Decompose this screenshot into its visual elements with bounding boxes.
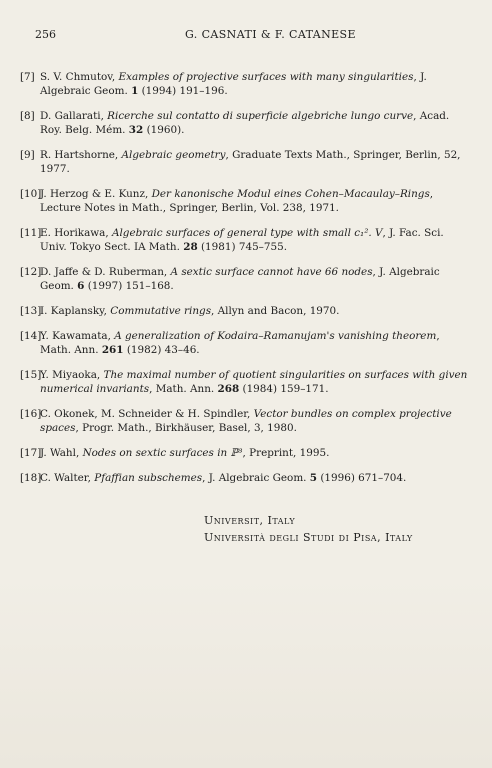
reference-segment: , Math. Ann.: [149, 383, 218, 395]
reference-segment: (1994) 191–196.: [138, 85, 228, 97]
reference-segment: , Progr. Math., Birkhäuser, Basel, 3, 1980.: [75, 422, 297, 434]
reference-volume: 268: [217, 383, 240, 395]
reference-item: [20, 407, 472, 435]
reference-title: Examples of projective surfaces with many singularities: [118, 71, 414, 83]
reference-number: [15]: [20, 369, 42, 381]
reference-number: [18]: [20, 472, 42, 484]
reference-number: [9]: [20, 149, 35, 161]
reference-number: [16]: [20, 408, 42, 420]
reference-number: [12]: [20, 266, 42, 278]
show-through-area: [0, 575, 492, 768]
reference-title: Algebraic surfaces of general type with small c₁². V: [111, 227, 383, 239]
reference-segment: (1984) 159–171.: [239, 383, 329, 395]
reference-title: Pfaffian subschemes: [94, 472, 203, 484]
reference-item: [20, 187, 472, 215]
page-header: [35, 28, 464, 44]
reference-volume: 32: [128, 124, 144, 136]
reference-segment: D. Gallarati,: [40, 110, 108, 122]
reference-segment: , Graduate Texts Math., Springer, Berlin, 52, 1977.: [40, 149, 461, 175]
reference-number: [14]: [20, 330, 42, 342]
reference-segment: Y. Miyaoka,: [40, 369, 104, 381]
reference-segment: , Allyn and Bacon, 1970.: [211, 305, 340, 317]
reference-text: [40, 446, 472, 460]
reference-text: [40, 226, 472, 254]
reference-item: [20, 329, 472, 357]
reference-item: [20, 304, 472, 318]
reference-item: [20, 265, 472, 293]
reference-segment: E. Horikawa,: [40, 227, 112, 239]
reference-segment: , Lecture Notes in Math., Springer, Berlin, Vol. 238, 1971.: [40, 188, 434, 214]
reference-segment: Y. Kawamata,: [40, 330, 115, 342]
reference-item: [20, 148, 472, 176]
reference-item: [20, 109, 472, 137]
reference-title: Der kanonische Modul eines Cohen–Macaulay–Rings: [151, 188, 430, 200]
page-number: 256: [35, 28, 56, 41]
reference-item: [20, 471, 472, 485]
reference-segment: , J. Algebraic Geom.: [40, 71, 427, 97]
reference-segment: (1997) 151–168.: [84, 280, 174, 292]
reference-text: [40, 329, 472, 357]
reference-title: Ricerche sul contatto di superficie algebriche lungo curve: [107, 110, 414, 122]
reference-segment: , J. Fac. Sci. Univ. Tokyo Sect. IA Math.: [40, 227, 444, 253]
reference-segment: , J. Algebraic Geom.: [40, 266, 440, 292]
reference-text: [40, 471, 472, 485]
reference-segment: , Preprint, 1995.: [242, 447, 330, 459]
reference-segment: R. Hartshorne,: [40, 149, 122, 161]
reference-segment: I. Kaplansky,: [40, 305, 111, 317]
reference-title: Nodes on sextic surfaces in ℙ³: [82, 447, 243, 459]
reference-volume: 261: [101, 344, 124, 356]
reference-segment: J. Wahl,: [40, 447, 83, 459]
reference-volume: 5: [309, 472, 318, 484]
reference-volume: 6: [77, 280, 85, 292]
reference-segment: D. Jaffe & D. Ruberman,: [40, 266, 171, 278]
reference-text: [40, 187, 472, 215]
reference-segment: , Acad. Roy. Belg. Mém.: [40, 110, 450, 136]
reference-title: Algebraic geometry: [121, 149, 226, 161]
reference-title: A sextic surface cannot have 66 nodes: [170, 266, 373, 278]
reference-number: [13]: [20, 305, 42, 317]
reference-title: Commutative rings: [110, 305, 212, 317]
reference-text: [40, 148, 472, 176]
reference-title: A generalization of Kodaira–Ramanujam's vanishing theorem: [114, 330, 437, 342]
reference-list: [20, 70, 472, 496]
author-address: [204, 512, 472, 546]
reference-number: [17]: [20, 447, 42, 459]
reference-item: [20, 368, 472, 396]
reference-segment: (1981) 745–755.: [197, 241, 288, 253]
reference-item: [20, 446, 472, 460]
reference-text: [40, 407, 472, 435]
reference-text: [40, 304, 472, 318]
reference-segment: , J. Algebraic Geom.: [202, 472, 310, 484]
address-line-1: Universit, Italy: [204, 514, 296, 527]
reference-volume: 1: [131, 85, 139, 97]
reference-number: [7]: [20, 71, 35, 83]
reference-segment: S. V. Chmutov,: [40, 71, 119, 83]
reference-segment: C. Walter,: [40, 472, 95, 484]
reference-title: Vector bundles on complex projective spaces: [40, 408, 452, 434]
reference-segment: J. Herzog & E. Kunz,: [40, 188, 152, 200]
address-line-2: Università degli Studi di Pisa, Italy: [204, 531, 413, 544]
running-head: G. CASNATI & F. CATANESE: [185, 28, 356, 41]
reference-text: [40, 368, 472, 396]
reference-number: [11]: [20, 227, 42, 239]
reference-volume: 28: [183, 241, 198, 253]
reference-title: The maximal number of quotient singularities on surfaces with given numerical invariants: [40, 369, 468, 395]
reference-text: [40, 109, 472, 137]
reference-item: [20, 70, 472, 98]
reference-number: [8]: [20, 110, 35, 122]
reference-segment: (1996) 671–704.: [317, 472, 407, 484]
reference-number: [10]: [20, 188, 42, 200]
reference-text: [40, 70, 472, 98]
reference-text: [40, 265, 472, 293]
reference-segment: (1982) 43–46.: [123, 344, 200, 356]
reference-segment: (1960).: [143, 124, 185, 136]
reference-segment: C. Okonek, M. Schneider & H. Spindler,: [40, 408, 254, 420]
reference-segment: , Math. Ann.: [40, 330, 440, 356]
reference-item: [20, 226, 472, 254]
